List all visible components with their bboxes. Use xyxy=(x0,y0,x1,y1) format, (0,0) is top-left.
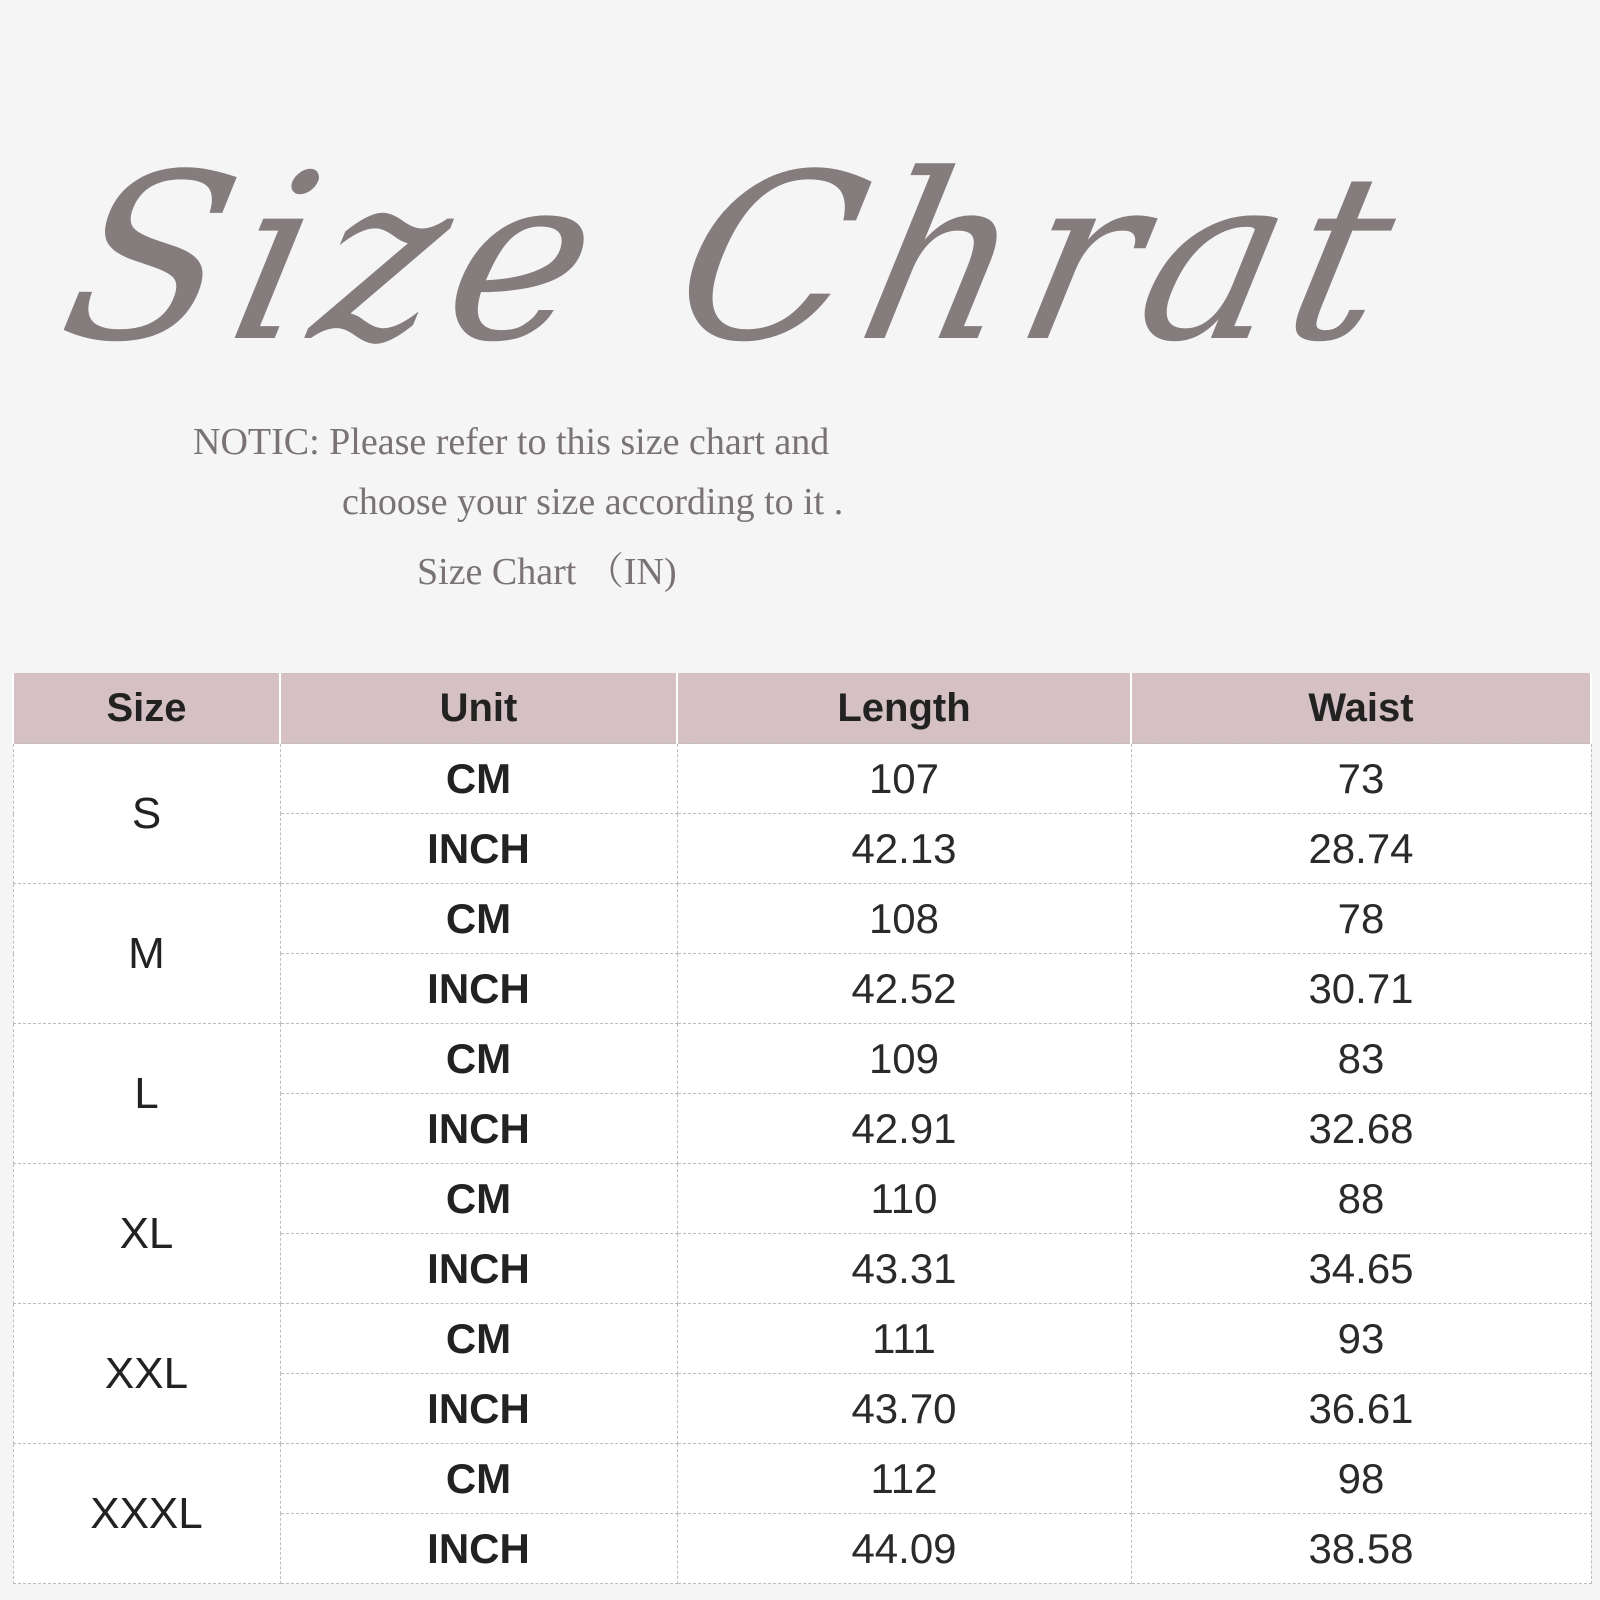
table-row xyxy=(13,1164,1591,1234)
column-header-unit: Unit xyxy=(280,673,677,744)
table-row xyxy=(13,884,1591,954)
size-cell: S xyxy=(13,744,280,884)
size-table-body xyxy=(13,744,1591,1584)
unit-cell: INCH xyxy=(280,1514,677,1584)
column-header-waist: Waist xyxy=(1131,673,1591,744)
notice-line-3: Size Chart （IN) xyxy=(417,551,677,593)
waist-cell: 38.58 xyxy=(1131,1514,1591,1584)
size-table xyxy=(12,673,1592,1584)
table-row xyxy=(13,1444,1591,1514)
length-cell: 108 xyxy=(677,884,1131,954)
length-cell: 112 xyxy=(677,1444,1131,1514)
length-cell: 44.09 xyxy=(677,1514,1131,1584)
size-cell: XXL xyxy=(13,1304,280,1444)
table-row xyxy=(13,744,1591,814)
waist-cell: 36.61 xyxy=(1131,1374,1591,1444)
size-cell: L xyxy=(13,1024,280,1164)
unit-cell: INCH xyxy=(280,1234,677,1304)
waist-cell: 28.74 xyxy=(1131,814,1591,884)
length-cell: 43.31 xyxy=(677,1234,1131,1304)
waist-cell: 34.65 xyxy=(1131,1234,1591,1304)
waist-cell: 32.68 xyxy=(1131,1094,1591,1164)
column-header-length: Length xyxy=(677,673,1131,744)
length-cell: 42.91 xyxy=(677,1094,1131,1164)
waist-cell: 98 xyxy=(1131,1444,1591,1514)
page-title: Size Chrat xyxy=(43,126,1426,393)
notice-line-2: choose your size according to it . xyxy=(342,481,844,523)
unit-cell: CM xyxy=(280,1304,677,1374)
unit-cell: CM xyxy=(280,744,677,814)
unit-cell: INCH xyxy=(280,1094,677,1164)
waist-cell: 83 xyxy=(1131,1024,1591,1094)
length-cell: 109 xyxy=(677,1024,1131,1094)
length-cell: 42.13 xyxy=(677,814,1131,884)
waist-cell: 30.71 xyxy=(1131,954,1591,1024)
unit-cell: CM xyxy=(280,884,677,954)
waist-cell: 88 xyxy=(1131,1164,1591,1234)
unit-cell: INCH xyxy=(280,814,677,884)
table-row xyxy=(13,1024,1591,1094)
unit-cell: CM xyxy=(280,1024,677,1094)
length-cell: 111 xyxy=(677,1304,1131,1374)
length-cell: 107 xyxy=(677,744,1131,814)
column-header-size: Size xyxy=(13,673,280,744)
size-cell: XXXL xyxy=(13,1444,280,1584)
unit-cell: INCH xyxy=(280,954,677,1024)
notice-line-1: NOTIC: Please refer to this size chart and xyxy=(193,421,830,463)
length-cell: 42.52 xyxy=(677,954,1131,1024)
unit-cell: INCH xyxy=(280,1374,677,1444)
waist-cell: 78 xyxy=(1131,884,1591,954)
unit-cell: CM xyxy=(280,1444,677,1514)
size-cell: XL xyxy=(13,1164,280,1304)
waist-cell: 73 xyxy=(1131,744,1591,814)
length-cell: 43.70 xyxy=(677,1374,1131,1444)
waist-cell: 93 xyxy=(1131,1304,1591,1374)
size-cell: M xyxy=(13,884,280,1024)
table-row xyxy=(13,1304,1591,1374)
unit-cell: CM xyxy=(280,1164,677,1234)
length-cell: 110 xyxy=(677,1164,1131,1234)
table-header-row xyxy=(13,673,1591,744)
